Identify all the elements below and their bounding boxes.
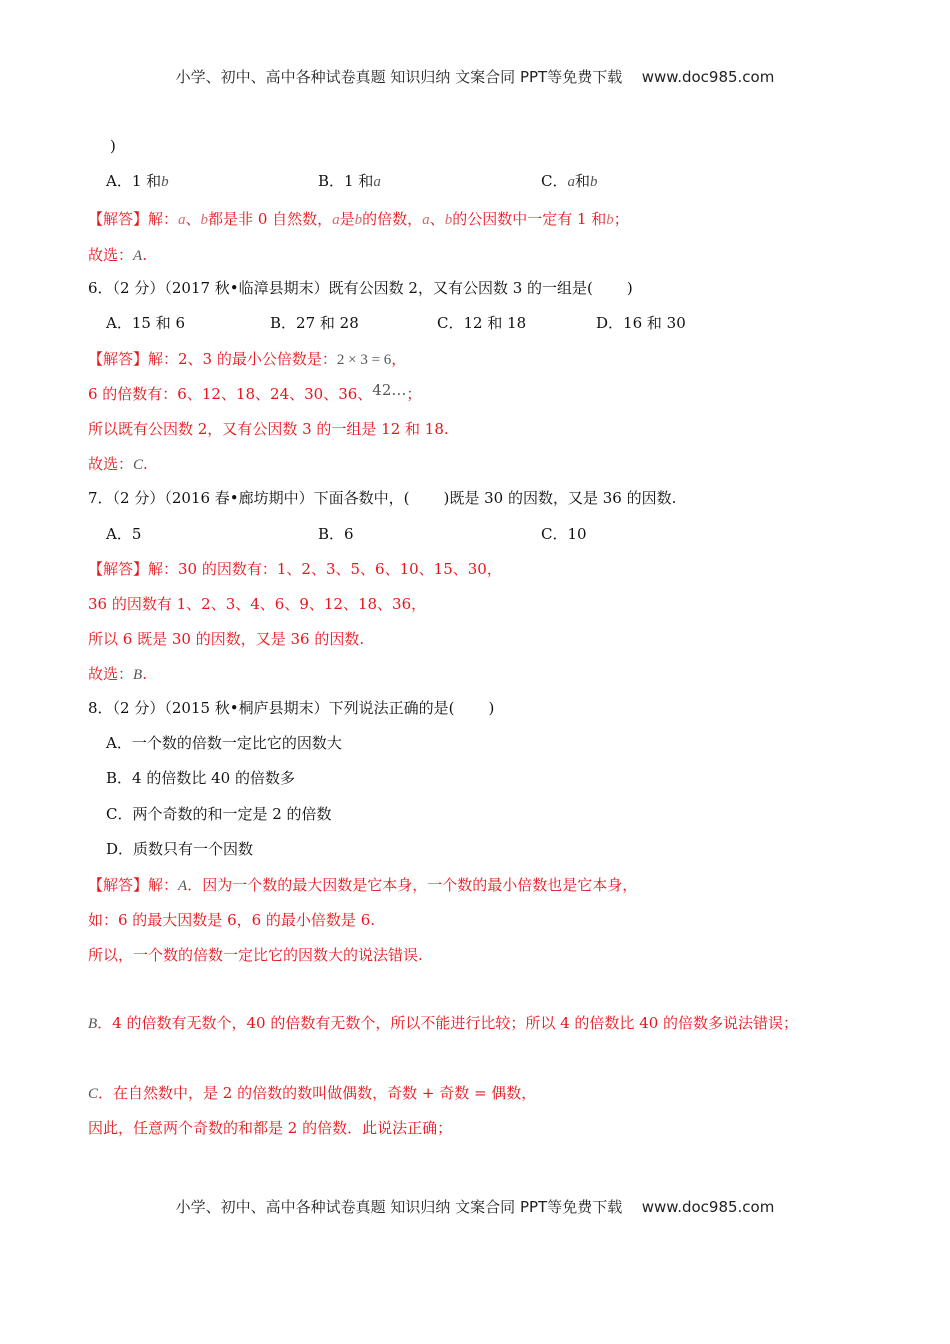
q8-answer-c-line2: 因此，任意两个奇数的和都是 2 的倍数．此说法正确； bbox=[88, 1119, 453, 1137]
q8-option-b: B．4 的倍数比 40 的倍数多 bbox=[106, 769, 295, 787]
footer-url: www.doc985.com bbox=[641, 1198, 775, 1216]
header-url: www.doc985.com bbox=[641, 68, 775, 86]
page-footer bbox=[0, 1196, 950, 1217]
q7-choice: 故选：B. bbox=[88, 665, 147, 683]
q5-paren-close: ) bbox=[110, 137, 116, 155]
q7-option-c: C．10 bbox=[541, 525, 587, 543]
q5-choice: 故选：A. bbox=[88, 246, 147, 264]
q7-answer-line2: 36 的因数有 1、2、3、4、6、9、12、18、36， bbox=[88, 595, 427, 613]
q6-option-b: B．27 和 28 bbox=[270, 314, 359, 332]
q7-option-a: A．5 bbox=[106, 525, 142, 543]
q6-option-c: C．12 和 18 bbox=[437, 314, 527, 332]
q6-answer-line2: 6 的倍数有：6、12、18、24、30、36、42…； bbox=[88, 381, 422, 403]
q7-answer-line1: 【解答】解：30 的因数有：1、2、3、5、6、10、15、30， bbox=[88, 560, 502, 578]
footer-text: 小学、初中、高中各种试卷真题 知识归纳 文案合同 PPT等免费下载 bbox=[175, 1198, 623, 1216]
page-header bbox=[0, 66, 950, 87]
q8-option-a: A．一个数的倍数一定比它的因数大 bbox=[106, 734, 342, 752]
q8-answer-a-line2: 如：6 的最大因数是 6，6 的最小倍数是 6. bbox=[88, 911, 376, 929]
q8-answer-a-line1: 【解答】解：A．因为一个数的最大因数是它本身，一个数的最小倍数也是它本身， bbox=[88, 876, 638, 894]
q6-choice: 故选：C. bbox=[88, 455, 148, 473]
q5-option-b: B．1 和a bbox=[318, 172, 381, 190]
q8-answer-a-line3: 所以，一个数的倍数一定比它的因数大的说法错误. bbox=[88, 946, 423, 964]
q7-stem: 7．（2 分）（2016 春•廊坊期中）下面各数中，( )既是 30 的因数，又是 36 的因数. bbox=[88, 489, 677, 507]
q7-option-b: B．6 bbox=[318, 525, 354, 543]
q8-option-d: D．质数只有一个因数 bbox=[106, 840, 254, 858]
q5-answer: 【解答】解：a、b都是非 0 自然数，a是b的倍数，a、b的公因数中一定有 1 和b； bbox=[88, 210, 629, 228]
header-text: 小学、初中、高中各种试卷真题 知识归纳 文案合同 PPT等免费下载 bbox=[175, 68, 623, 86]
q6-option-a: A．15 和 6 bbox=[106, 314, 185, 332]
q8-option-c: C．两个奇数的和一定是 2 的倍数 bbox=[106, 805, 332, 823]
q6-option-d: D．16 和 30 bbox=[596, 314, 686, 332]
q8-stem: 8．（2 分）（2015 秋•桐庐县期末）下列说法正确的是( ) bbox=[88, 699, 495, 717]
q5-option-c: C．a和b bbox=[541, 172, 598, 190]
q6-answer-line1: 【解答】解：2、3 的最小公倍数是：2 × 3 = 6， bbox=[88, 350, 407, 368]
q8-answer-c-line1: C．在自然数中，是 2 的倍数的数叫做偶数，奇数 + 奇数 = 偶数， bbox=[88, 1084, 537, 1102]
q6-stem: 6．（2 分）（2017 秋•临漳县期末）既有公因数 2，又有公因数 3 的一组是( ) bbox=[88, 279, 633, 297]
q8-answer-b: B．4 的倍数有无数个，40 的倍数有无数个，所以不能进行比较；所以 4 的倍数比 40 的倍数多说法错误； bbox=[88, 1014, 799, 1032]
q7-answer-line3: 所以 6 既是 30 的因数，又是 36 的因数. bbox=[88, 630, 365, 648]
q5-option-a: A．1 和b bbox=[106, 172, 169, 190]
q6-answer-line3: 所以既有公因数 2，又有公因数 3 的一组是 12 和 18. bbox=[88, 420, 449, 438]
